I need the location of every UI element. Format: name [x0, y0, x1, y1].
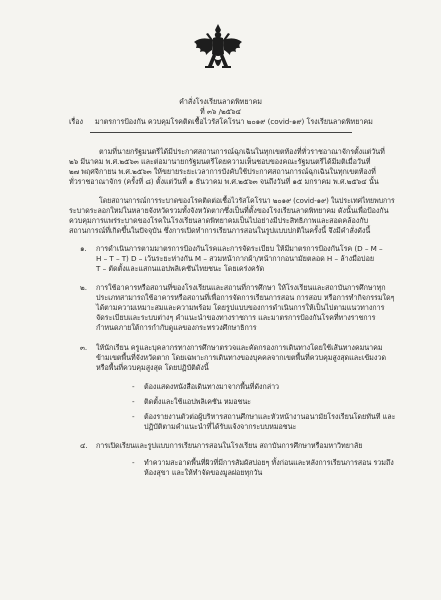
item-line: T – ตัดตั้งและแสกนแอปพลิเคชันไทยชนะ โดยเคร่งครัด — [96, 264, 265, 273]
bullet-dash: - — [132, 382, 135, 391]
bullet-line: ปฏิบัติตามคำแนะนำที่ได้รับแจ้งจากระบบหมอชนะ — [144, 422, 297, 431]
bullet-dash: - — [132, 397, 135, 406]
paragraph2-line: ระบาดระลอกใหม่ในหลายจังหวัดรวมทั้งจังหวัดตากซึ่งเป็นที่ตั้งของโรงเรียนลาดพิทยาคม ดังนั้นเพื่อป้องกัน — [69, 206, 389, 215]
order-number: ที่ ๓๖ /๒๕๖๔ — [200, 107, 241, 116]
bullet-line: ติดตั้งและใช้แอปพลิเคชัน หมอชนะ — [144, 397, 251, 406]
bullet-line: ห้องสุขา และให้ทำจัดของมูลฝอยทุกวัน — [144, 468, 263, 477]
bullet-dash: - — [132, 412, 135, 421]
garuda-emblem-icon — [188, 20, 248, 80]
item-number: ๒. — [80, 283, 87, 292]
paragraph2-line: สถานการณ์ที่เกิดขึ้นในปัจจุบัน ซึ่งการเปิดทำการเรียนการสอนในรูปแบบปกติในครั้งนี้ จึงมีคำสั่งดังนี้ — [69, 226, 371, 235]
paragraph1-line: ๒๗ พฤศจิกายน พ.ศ.๒๕๖๓ ให้ขยายระยะเวลาการบังคับใช้ประกาศสถานการณ์ฉุกเฉินในทุกเขตท้องที่ — [69, 167, 376, 176]
item-line: ประเภทสามารถใช้อาคารหรือสถานที่เพื่อการจัดการเรียนการสอน การสอบ หรือการทำกิจกรรมใดๆ — [96, 293, 395, 302]
item-line: การเปิดเรียนและรูปแบบการเรียนการสอนในโรงเรียน สถาบันการศึกษาหรือมหาวิทยาลัย — [96, 441, 363, 450]
item-line: การดำเนินการตามมาตรการป้องกันโรคและการจัดระเบียบ ให้มีมาตรการป้องกันโรค (D – M – — [96, 244, 383, 253]
item-line: จัดระเบียบและระบบต่างๆ คำแนะนำของทางราชการ และมาตรการป้องกันโรคที่ทางราชการ — [96, 313, 376, 322]
item-line: กำหนดภายใต้การกำกับดูแลของกระทรวงศึกษาธิการ — [96, 323, 257, 332]
item-line: H – T – T) D – เว้นระยะห่างกัน M – สวมหน้ากากผ้า/หน้ากากอนามัยตลอด H – ล้างมือบ่อย — [96, 254, 374, 263]
paragraph2-line: ควบคุมการแพร่ระบาดของโรคในโรงเรียนลาดพิทยาคมเป็นไปอย่างมีประสิทธิภาพและสอดคล้องกับ — [69, 216, 369, 225]
item-number: ๔. — [80, 441, 88, 450]
item-line: ข้ามเขตพื้นที่จังหวัดตาก โดยเฉพาะการเดินทางของบุคคลจากเขตพื้นที่ควบคุมสูงสุดและเข้มงวด — [96, 353, 386, 362]
bullet-dash: - — [132, 458, 135, 467]
subject-label: เรื่อง — [69, 117, 83, 126]
paragraph1-line: ทั่วราชอาณาจักร (ครั้งที่ ๘) ตั้งแต่วันที่ ๑ ธันวาคม พ.ศ.๒๕๖๓ จนถึงวันที่ ๑๕ มกราคม พ.ศ.๒๕๖๔ นั้น — [69, 177, 379, 186]
item-line: ให้นักเรียน ครูและบุคลากรทางการศึกษาตรวจและคัดกรองการเดินทางโดยใช้เส้นทางคมนาคม — [96, 343, 383, 352]
paragraph1-line: ตามที่นายกรัฐมนตรีได้มีประกาศสถานการณ์ฉุกเฉินในทุกเขตท้องที่ทั่วราชอาณาจักรตั้งแต่วันที่ — [99, 147, 385, 156]
paragraph1-line: ๒๖ มีนาคม พ.ศ.๒๕๖๓ และต่อมานายกรัฐมนตรีโดยความเห็นชอบของคณะรัฐมนตรีได้มีมติเมื่อวันที่ — [69, 157, 371, 166]
bullet-line: ต้องแสดงหนังสือเดินทางมาจากพื้นที่ดังกล่าว — [144, 382, 280, 391]
order-title: คำสั่งโรงเรียนลาดพิทยาคม — [179, 97, 262, 106]
bullet-line: ต้องรายงานตัวต่อผู้บริหารสถานศึกษาและหัวหน้างานอนามัยโรงเรียนโดยทันที และ — [144, 412, 396, 421]
item-number: ๓. — [80, 343, 88, 352]
item-line: การใช้อาคารหรือสถานที่ของโรงเรียนและสถานที่การศึกษา ให้โรงเรียนและสถาบันการศึกษาทุก — [96, 283, 386, 292]
header-divider — [90, 132, 352, 133]
bullet-line: ทำความสะอาดพื้นที่ผิวที่มีการสัมผัสบ่อยๆ ทั้งก่อนและหลังการเรียนการสอน รวมถึง — [144, 458, 394, 467]
item-number: ๑. — [80, 244, 87, 253]
paragraph2-line: โดยสถานการณ์การระบาดของโรคติดต่อเชื้อไวรัสโคโรนา ๒๐๑๙ (covid-๑๙) ในประเทศไทยพบการ — [99, 196, 395, 205]
item-line: หรือพื้นที่ควบคุมสูงสุด โดยปฏิบัติดังนี้ — [96, 363, 209, 372]
subject-text: มาตรการป้องกัน ควบคุมโรคติดเชื้อไวรัสโคโรนา ๒๐๑๙ (covid-๑๙) โรงเรียนลาดพิทยาคม — [95, 117, 373, 126]
item-line: ได้ตามความเหมาะสมและความพร้อม โดยรูปแบบของการดำเนินการให้เป็นไปตามแนวทางการ — [96, 303, 385, 312]
